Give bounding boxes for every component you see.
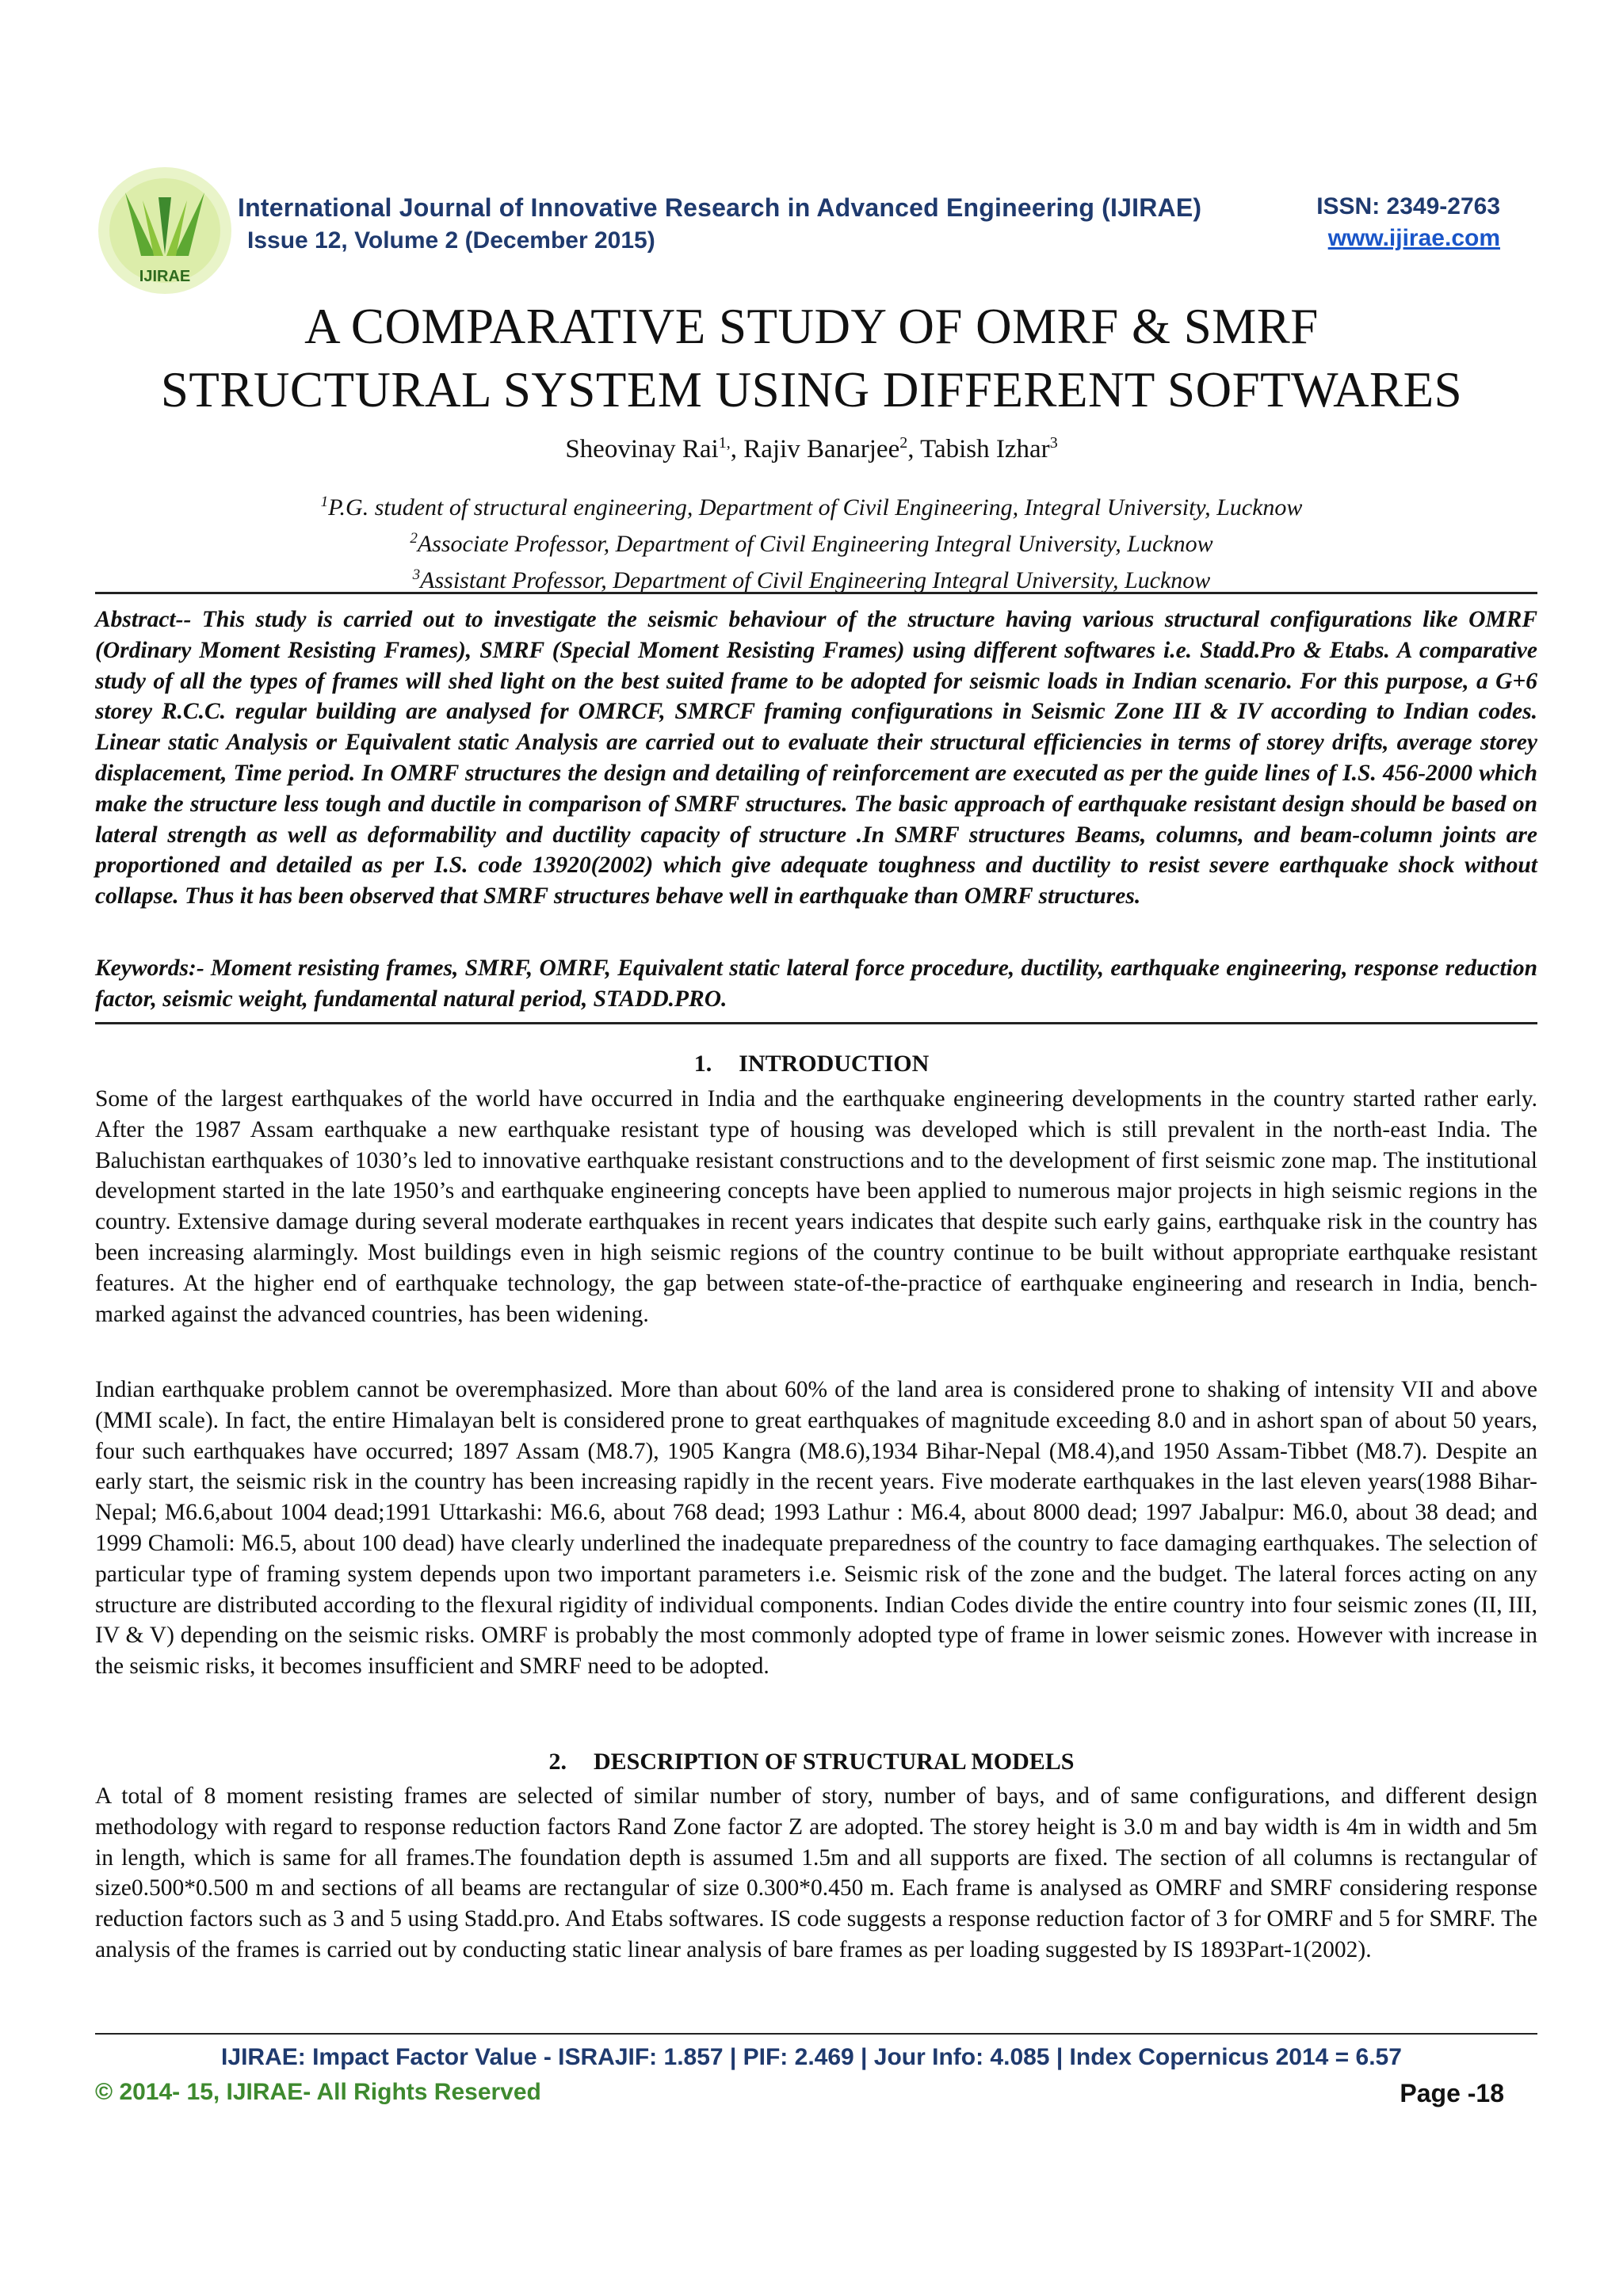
footer-divider — [95, 2033, 1537, 2035]
affiliation-sup: 2 — [410, 530, 418, 547]
keywords: Keywords:- Moment resisting frames, SMRF, OMRF, Equivalent static lateral force procedure, ductility, earthquake engineering, response reduction factor, seismic weight, fundamental natural period, STADD.PRO. — [95, 955, 1537, 1012]
affiliation — [0, 486, 1623, 523]
affiliations — [0, 486, 1623, 596]
divider — [95, 592, 1537, 594]
author-list — [0, 434, 1623, 464]
website-link[interactable]: www.ijirae.com — [1327, 225, 1500, 251]
affiliation — [0, 523, 1623, 559]
section-number: 1. — [693, 1051, 712, 1077]
paragraph: Indian earthquake problem cannot be overemphasized. More than about 60% of the land area is considered prone to shaking of intensity VII and above (MMI scale). In fact, the entire Himalayan belt is considered prone to great earthquakes of magnitude exceeding 8.0 and in ashort span of about 50 years, four such earthquakes have occurred; 1897 Assam (M8.7), 1905 Kangra (M8.6),1934 Bihar-Nepal (M8.4),and 1950 Assam-Tibbet (M8.7). Despite an early start, the seismic risk in the country has been increasing rapidly in the recent years. Five moderate earthquakes in the last eleven years(1988 Bihar-Nepal; M6.6,about 1004 dead;1991 Uttarkashi: M6.6, about 768 dead; 1993 Lathur : M6.4, about 8000 dead; 1997 Jabalpur: M6.0, about 38 dead; and 1999 Chamoli: M6.5, about 100 dead) have clearly underlined the inadequate preparedness of the country to face damaging earthquakes. The selection of particular type of framing system depends upon two important parameters i.e. Seismic risk of the zone and the budget. The lateral forces acting on any structure are distributed according to the flexural rigidity of individual components. Indian Codes divide the entire country into four seismic zones (II, III, IV & V) depending on the seismic risks. OMRF is probably the most commonly adopted type of frame in lower seismic zones. However with increase in the seismic risks, it becomes insufficient and SMRF need to be adopted. — [95, 1377, 1537, 1680]
journal-header — [238, 193, 1201, 254]
affiliation-text: P.G. student of structural engineering, Department of Civil Engineering, Integral University, Lucknow — [328, 494, 1303, 521]
title-line-1: A COMPARATIVE STUDY OF OMRF & SMRF — [304, 299, 1319, 354]
impact-factor-line: IJIRAE: Impact Factor Value - ISRAJIF: 1.857 | PIF: 2.469 | Jour Info: 4.085 | Index Copernicus 2014 = 6.57 — [221, 2044, 1402, 2070]
abstract: Abstract-- This study is carried out to investigate the seismic behaviour of the structure having various structural configurations like OMRF (Ordinary Moment Resisting Frames), SMRF (Special Moment Resisting Frames) using different softwares i.e. Stadd.Pro & Etabs. A comparative study of all the types of frames will shed light on the best suited frame to be adopted for seismic loads in Indian scenario. For this purpose, a G+6 storey R.C.C. regular building are analysed for OMRCF, SMRCF framing configurations in Seismic Zone III & IV according to Indian codes. Linear static Analysis or Equivalent static Analysis are carried out to evaluate their structural efficiencies in terms of storey drifts, average storey displacement, Time period. In OMRF structures the design and detailing of reinforcement are executed as per the guide lines of I.S. 456-2000 which make the structure less tough and ductile in comparison of SMRF structures. The basic approach of earthquake resistant design should be based on lateral strength as well as deformability and ductility capacity of structure .In SMRF structures Beams, columns, and beam-column joints are proportioned and detailed as per I.S. code 13920(2002) which give adequate toughness and ductility to resist severe earthquake shock without collapse. Thus it has been observed that SMRF structures behave well in earthquake than OMRF structures. — [95, 607, 1537, 910]
affiliation-text: Associate Professor, Department of Civil Engineering Integral University, Lucknow — [417, 531, 1213, 557]
copyright: © 2014- 15, IJIRAE- All Rights Reserved — [95, 2079, 541, 2105]
author-separator: , — [730, 435, 744, 463]
affiliation-sup: 3 — [412, 566, 421, 583]
ijirae-logo — [94, 162, 236, 297]
author: Sheovinay Rai — [565, 435, 719, 463]
svg-text:IJIRAE: IJIRAE — [139, 268, 191, 285]
title-line-2: STRUCTURAL SYSTEM USING DIFFERENT SOFTWARES — [160, 362, 1463, 418]
author-sup: 3 — [1049, 434, 1058, 452]
author-sup: 2 — [899, 434, 908, 452]
page-number: Page -18 — [1400, 2079, 1504, 2107]
paper-title — [63, 295, 1560, 421]
section-heading — [0, 1051, 1623, 1077]
author-sup: 1, — [718, 434, 731, 452]
issn: ISSN: 2349-2763 — [1316, 193, 1500, 219]
divider — [95, 1022, 1537, 1024]
section-title: DESCRIPTION OF STRUCTURAL MODELS — [594, 1749, 1075, 1775]
affiliation — [0, 559, 1623, 596]
journal-name: International Journal of Innovative Research in Advanced Engineering (IJIRAE) — [238, 193, 1202, 222]
affiliation-text: Assistant Professor, Department of Civil Engineering Integral University, Lucknow — [420, 567, 1211, 593]
paragraph: A total of 8 moment resisting frames are selected of similar number of story, number of bays, and of same configurations, and different design methodology with regard to response reduction factors Rand Zone factor Z are adopted. The storey height is 3.0 m and bay width is 4m in width and 5m in length, which is same for all frames.The foundation depth is assumed 1.5m and all supports are fixed. The section of all columns is rectangular of size0.500*0.500 m and sections of all beams are rectangular of size 0.300*0.450 m. Each frame is analysed as OMRF and SMRF considering response reduction factors such as 3 and 5 using Stadd.pro. And Etabs softwares. IS code suggests a response reduction factor of 3 for OMRF and 5 for SMRF. The analysis of the frames is carried out by conducting static linear analysis of bare frames as per loading suggested by IS 1893Part-1(2002). — [95, 1783, 1537, 1962]
journal-issue: Issue 12, Volume 2 (December 2015) — [247, 227, 655, 254]
author: Tabish Izhar — [920, 435, 1050, 463]
author-separator: , — [907, 435, 921, 463]
paragraph: Some of the largest earthquakes of the world have occurred in India and the earthquake engineering developments in the country started rather early. After the 1987 Assam earthquake a new earthquake resistant type of housing was developed which is still prevalent in the north-east India. The Baluchistan earthquakes of 1030’s led to innovative earthquake resistant constructions and to the development of first seismic zone map. The institutional development started in the late 1950’s and earthquake engineering concepts have been applied to numerous major projects in high seismic regions in the country. Extensive damage during several moderate earthquakes in recent years indicates that despite such early gains, earthquake risk in the country has been increasing alarmingly. Most buildings even in high seismic regions of the country continue to be built without appropriate earthquake resistant features. At the higher end of earthquake technology, the gap between state-of-the-practice of earthquake engineering and research in India, bench-marked against the advanced countries, has been widening. — [95, 1086, 1537, 1327]
section-number: 2. — [548, 1749, 567, 1775]
author: Rajiv Banarjee — [743, 435, 900, 463]
section-title: INTRODUCTION — [739, 1051, 930, 1077]
affiliation-sup: 1 — [320, 494, 329, 510]
journal-meta — [1316, 193, 1500, 252]
section-heading — [0, 1749, 1623, 1775]
